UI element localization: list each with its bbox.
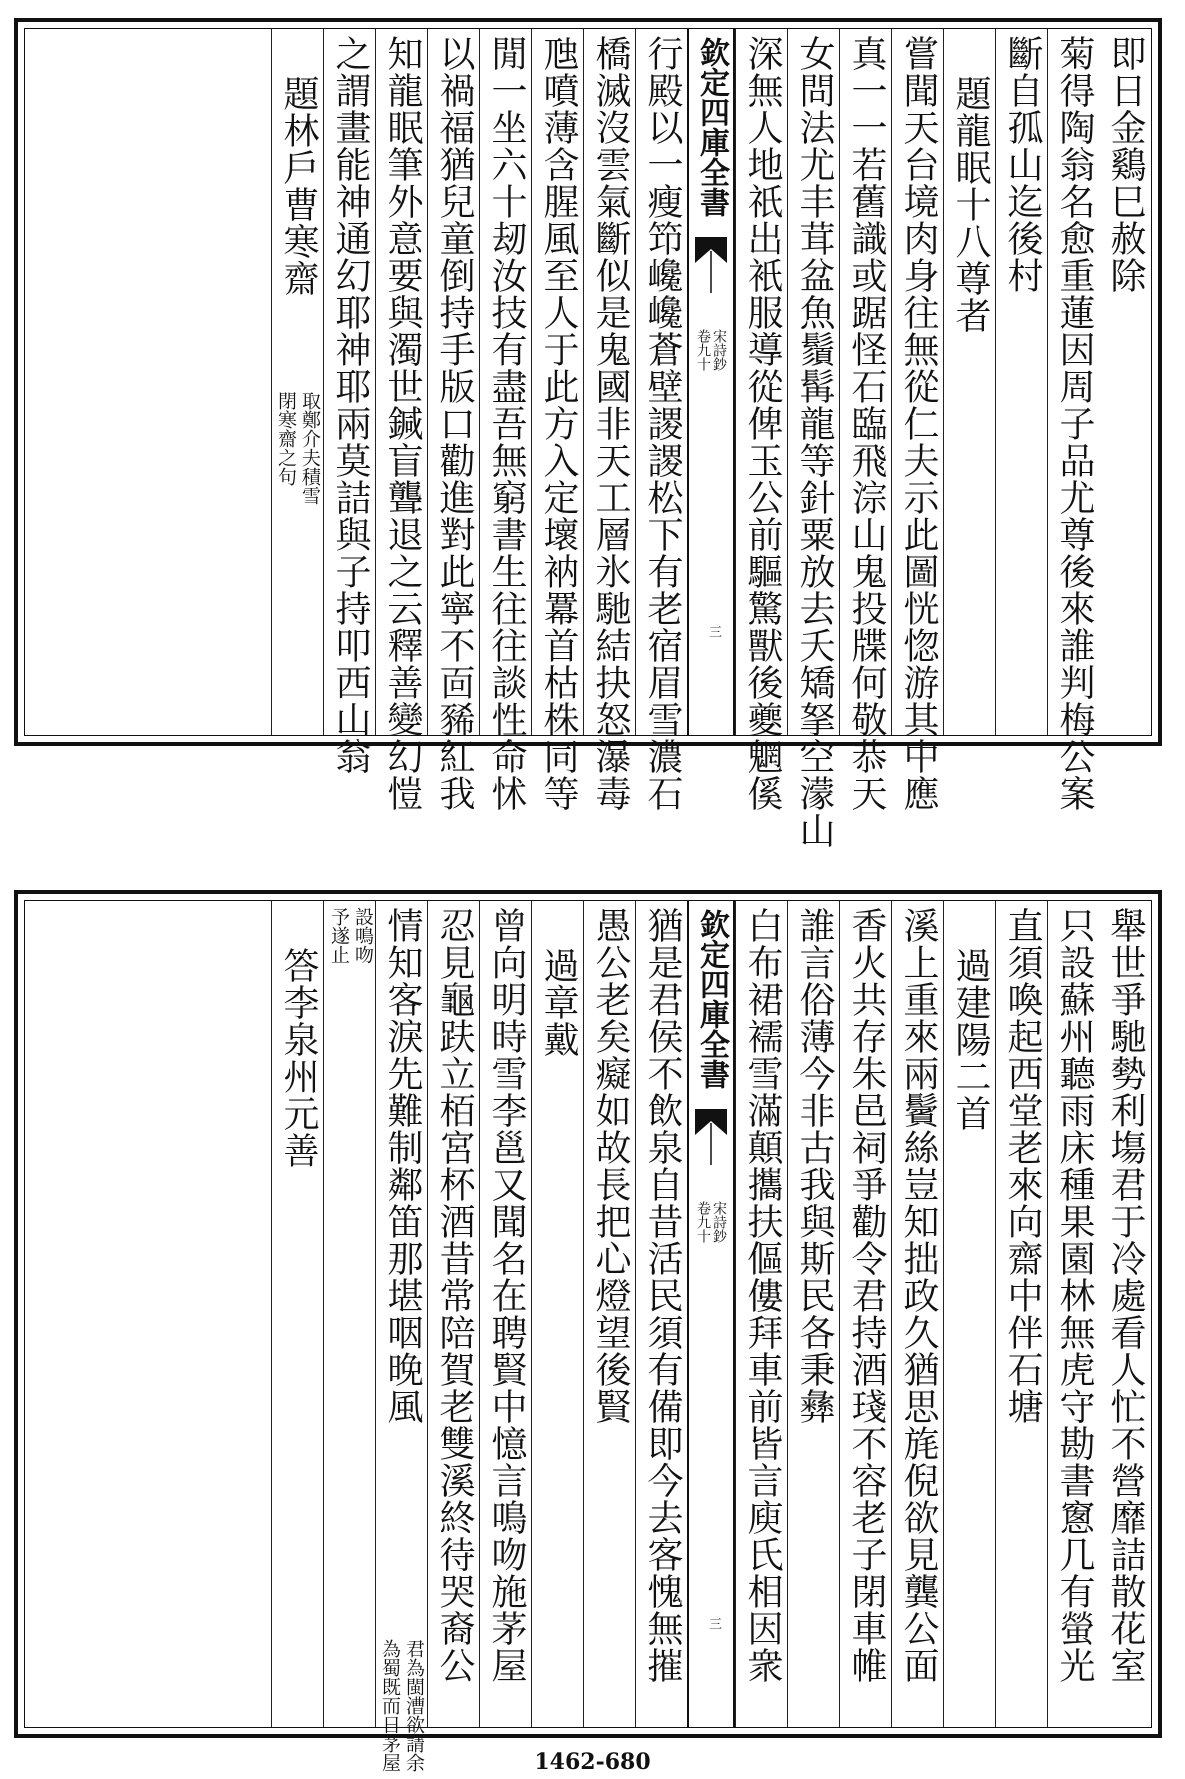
- upper-text-area: [25, 29, 1151, 849]
- center-gutter: [687, 29, 735, 735]
- poem-title: 題林戶曹寒齋: [278, 75, 319, 297]
- text-column: [839, 29, 891, 812]
- verse-line: 誰言俗薄今非古我與斯民各秉彝: [794, 907, 835, 1425]
- text-column: [839, 901, 891, 1727]
- upper-page: [14, 18, 1162, 849]
- verse-line: 深無人地祇出衹服導從俾玉公前驅驚獸後夔魍傒: [742, 35, 783, 812]
- poem-title: 過章戴: [538, 947, 579, 1058]
- text-column: [735, 29, 787, 812]
- text-column: [1099, 29, 1151, 735]
- interlinear-note: 君為閩漕欲請余 為蜀既而日茅屋: [379, 1639, 425, 1772]
- leaf-number: 三: [706, 1617, 721, 1630]
- verse-line: 嘗聞天台境肉身往無從仁夫示此圖恍惚游其中應: [898, 35, 939, 812]
- verse-line: 虺噴薄含腥風至人于此方入定壞衲羃首枯株同等: [538, 35, 579, 812]
- verse-line: 只設蘇州聽雨床種果園林無虎守勘書窻几有螢光: [1054, 907, 1095, 1684]
- text-column: [787, 901, 839, 1727]
- text-column: [735, 901, 787, 1727]
- verse-line: 情知客淚先難制鄰笛那堪咽晚風: [382, 907, 423, 1425]
- verse-line: 忍見龜趺立栢宮杯酒昔常陪賀老雙溪終待哭裔公: [434, 907, 475, 1684]
- text-column: [891, 901, 943, 1727]
- poem-title: 答李泉州元善: [278, 947, 319, 1169]
- text-column: [323, 901, 375, 1727]
- fish-tail-mark-icon: [695, 237, 727, 293]
- text-column: [635, 29, 687, 812]
- verse-line: 真一一若舊識或踞怪石臨飛淙山鬼投牒何敬恭天: [846, 35, 887, 812]
- text-column: [427, 901, 479, 1727]
- text-column: [943, 901, 995, 1727]
- collection-title: 欽定四庫全書: [694, 37, 729, 217]
- verse-line: 行殿以一瘦笻巉巉蒼壁謖謖松下有老宿眉雪濃石: [642, 35, 683, 812]
- text-column: [891, 29, 943, 812]
- text-column: [531, 901, 583, 1727]
- text-column: [323, 29, 375, 775]
- verse-line: 女問法尤丰茸盆魚鬚髯龍等針粟放去夭矯拏空濛山: [794, 35, 835, 849]
- text-column: [531, 29, 583, 812]
- text-column: [787, 29, 839, 849]
- text-column: [995, 901, 1047, 1727]
- verse-line: 即日金鷄巳赦除: [1105, 35, 1146, 294]
- text-column: [375, 29, 427, 812]
- book-volume: 宋詩鈔 卷九十: [695, 329, 727, 371]
- leaf-number: 三: [706, 625, 721, 638]
- verse-line: 香火共存朱邑祠爭勸令君持酒琖不容老子閉車帷: [846, 907, 887, 1684]
- verse-line: 知龍眠筆外意要與濁世鍼盲聾退之云釋善變幻愷: [382, 35, 423, 812]
- verse-line: 曾向明時雪李邕又聞名在聘賢中憶言鳴吻施茅屋: [486, 907, 527, 1684]
- center-gutter: [687, 901, 735, 1727]
- text-column: [271, 29, 323, 735]
- text-column: [375, 901, 427, 1772]
- verse-line: 斷自孤山迄後村: [1002, 35, 1043, 294]
- verse-line: 以禍福猶兒童倒持手版口勸進對此寧不靣豨紅我: [434, 35, 475, 812]
- text-column: [583, 29, 635, 812]
- verse-line: 閒一坐六十刼汝技有盡吾無窮書生往往談性命怵: [486, 35, 527, 812]
- verse-line: 白布裙襦雪滿顛攜扶傴僂拜車前皆言庾氏相因衆: [742, 907, 783, 1684]
- text-column: [271, 901, 323, 1727]
- verse-line: 猶是君侯不飲泉自昔活民須有備即今去客愧無摧: [642, 907, 683, 1684]
- verse-line: 舉世爭馳勢利塲君于冷處看人忙不營靡詰散花室: [1105, 907, 1146, 1684]
- text-column: [1099, 901, 1151, 1727]
- verse-line: 之謂畫能神通幻耶神耶兩莫詰與子持叩西山翁: [330, 35, 371, 775]
- fish-tail-mark-icon: [695, 1109, 727, 1165]
- verse-line: 橋滅沒雲氣斷似是鬼國非天工層氷馳結抉怒瀑毒: [590, 35, 631, 812]
- poem-title: 過建陽二首: [950, 947, 991, 1132]
- text-column: [583, 901, 635, 1727]
- text-column: [479, 29, 531, 812]
- text-column: [427, 29, 479, 812]
- text-column: [1047, 29, 1099, 812]
- verse-line: 直須喚起西堂老來向齋中伴石塘: [1002, 907, 1043, 1425]
- text-column: [943, 29, 995, 735]
- verse-line: 菊得陶翁名愈重蓮因周子品尤尊後來誰判梅公案: [1054, 35, 1095, 812]
- text-column: [635, 901, 687, 1727]
- text-column: [995, 29, 1047, 735]
- page-number: 1462-680: [534, 1749, 651, 1775]
- interlinear-note: 設鳴吻 予遂止: [328, 907, 374, 964]
- verse-line: 溪上重來兩鬢絲豈知拙政久猶思旄倪欲見龔公面: [898, 907, 939, 1684]
- collection-title: 欽定四庫全書: [694, 909, 729, 1089]
- book-volume: 宋詩鈔 卷九十: [695, 1201, 727, 1243]
- poem-title: 題龍眠十八尊者: [950, 75, 991, 334]
- interlinear-note: 取鄭介夫積雪 閉寒齋之句: [275, 391, 321, 505]
- text-column: [479, 901, 531, 1727]
- verse-line: 愚公老矣癡如故長把心燈望後賢: [590, 907, 631, 1425]
- text-column: [1047, 901, 1099, 1727]
